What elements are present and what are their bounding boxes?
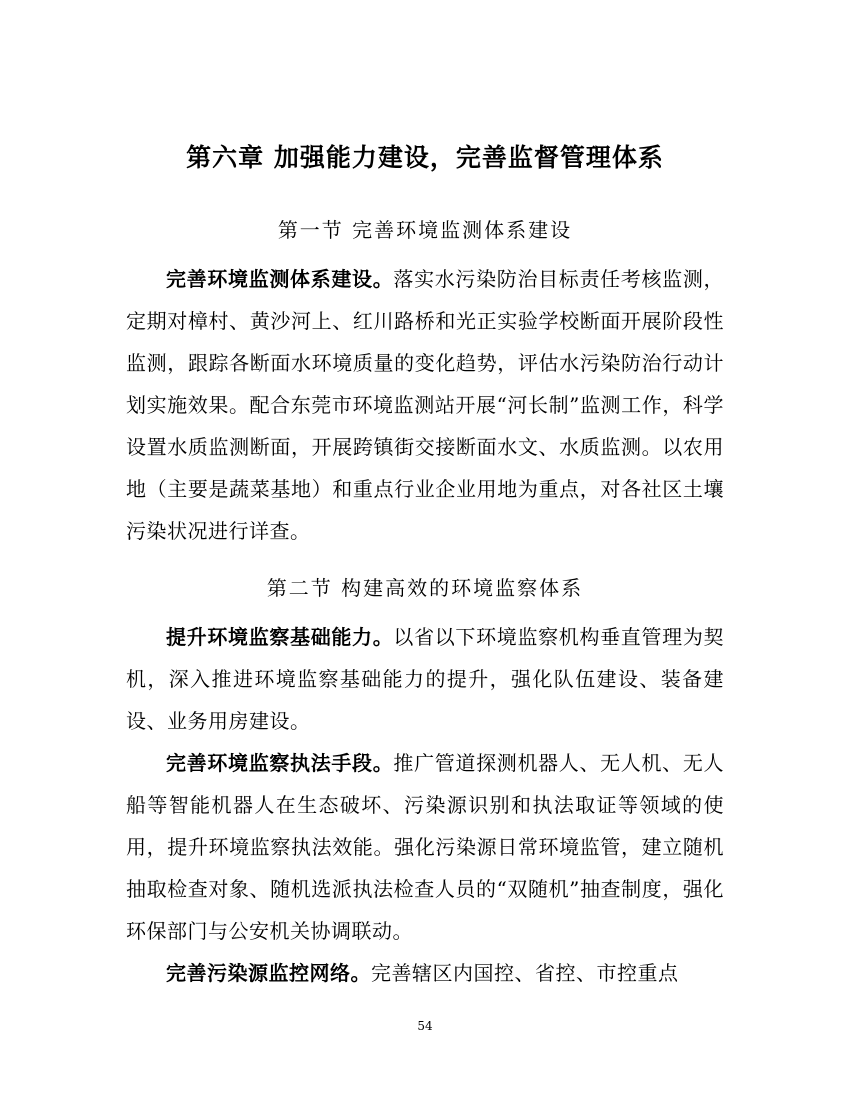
paragraph-lead: 完善污染源监控网络。 (166, 961, 371, 985)
section-title-1: 第一节 完善环境监测体系建设 (277, 218, 573, 242)
paragraph-pollution-monitoring (126, 952, 724, 994)
page-number: 54 (417, 1019, 433, 1033)
paragraph-body: 以省以下环境监察机构垂直管理为契机，深入推进环境监察基础能力的提升，强化队伍建设、装备建设、业务用房建设。 (126, 625, 725, 733)
paragraph-lead: 完善环境监察执法手段。 (166, 751, 394, 775)
section-title-2: 第二节 构建高效的环境监察体系 (266, 576, 584, 600)
paragraph-body: 落实水污染防治目标责任考核监测，定期对樟村、黄沙河上、红川路桥和光正实验学校断面开展阶段性监测，跟踪各断面水环境质量的变化趋势，评估水污染防治行动计划实施效果。配合东莞市环境监测站开展“河长制”监测工作，科学设置水质监测断面，开展跨镇街交接断面水文、水质监测。以农用地（主要是蔬菜基地）和重点行业企业用地为重点，对各社区土壤污染状况进行详查。 (126, 267, 725, 543)
paragraph-inspection-capacity (126, 616, 724, 742)
paragraph-monitoring-system (126, 258, 724, 552)
paragraph-body: 完善辖区内国控、省控、市控重点 (371, 961, 679, 985)
chapter-title: 第六章 加强能力建设，完善监督管理体系 (186, 143, 664, 172)
paragraph-body: 推广管道探测机器人、无人机、无人船等智能机器人在生态破坏、污染源识别和执法取证等领域的使用，提升环境监察执法效能。强化污染源日常环境监管，建立随机抽取检查对象、随机选派执法检查人员的“双随机”抽查制度，强化环保部门与公安机关协调联动。 (126, 751, 725, 943)
paragraph-lead: 完善环境监测体系建设。 (166, 267, 394, 291)
paragraph-lead: 提升环境监察基础能力。 (166, 625, 394, 649)
paragraph-enforcement-means (126, 742, 724, 952)
